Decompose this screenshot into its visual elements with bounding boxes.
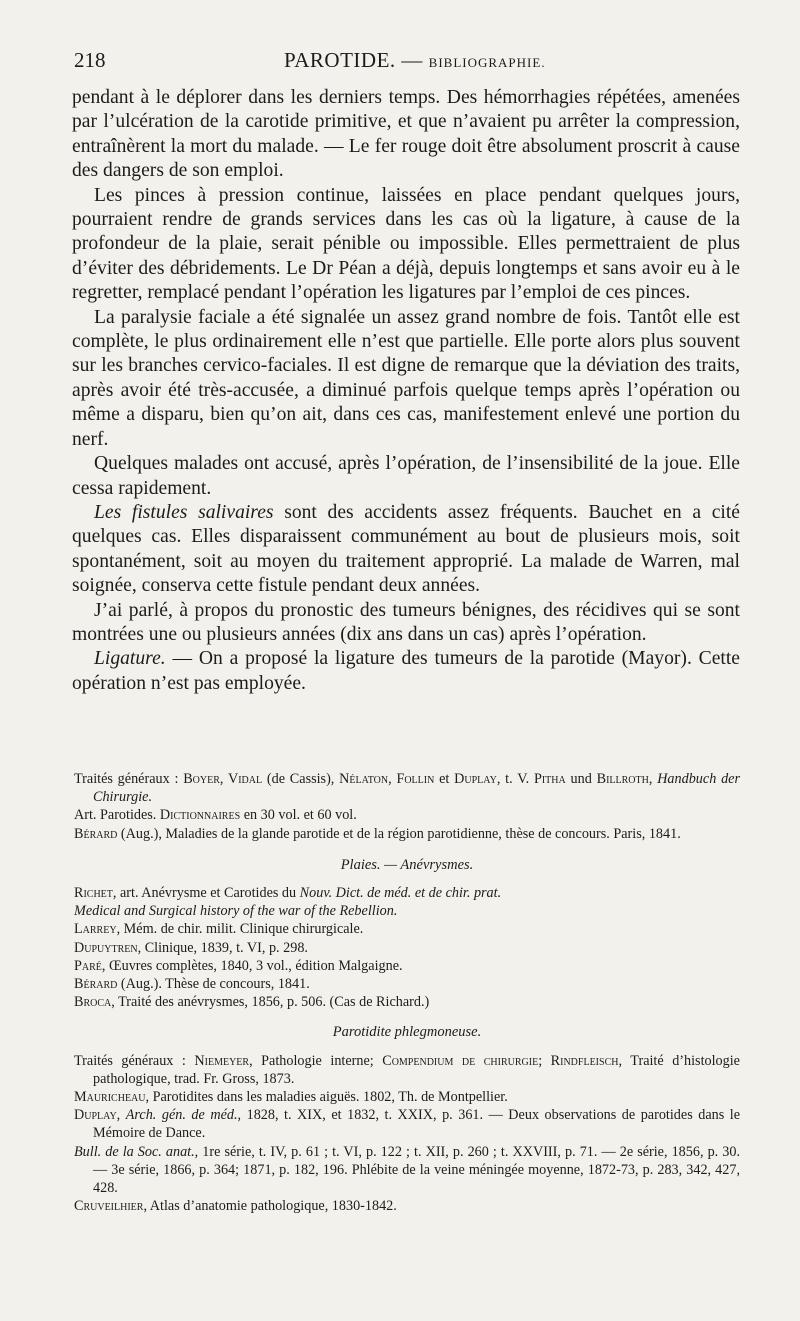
ref-title: Nouv. Dict. de méd. et de chir. prat. xyxy=(299,885,502,902)
ref-text: , 1828, t. XIX, et 1832, t. XXIX, p. 361. — Deux observations de parotides dans le Mémoire de Dance. xyxy=(93,1107,740,1142)
ref-text: , Clinique, 1839, t. VI, p. 298. xyxy=(137,939,308,956)
reference-entry xyxy=(74,1197,740,1215)
reference-entry: Medical and Surgical history of the war of the Rebellion. xyxy=(74,903,398,920)
ref-text: et xyxy=(434,771,455,787)
ref-author: Cruveilhier xyxy=(74,1198,144,1215)
ref-text: ; xyxy=(538,1052,551,1069)
ref-text: und xyxy=(565,771,597,787)
ref-author: Nélaton, Follin xyxy=(339,771,435,787)
ref-text: , Mém. de chir. milit. Clinique chirurgicale. xyxy=(116,921,364,938)
ref-author: Niemeyer xyxy=(194,1052,250,1069)
ref-author: Billroth xyxy=(596,771,649,787)
ref-text: (de Cassis), xyxy=(262,771,340,787)
body-text xyxy=(72,86,740,696)
reference-entry xyxy=(74,884,740,902)
ref-text: , t. V. xyxy=(496,771,534,787)
ref-author: Dictionnaires xyxy=(159,807,241,824)
reference-entry xyxy=(74,1088,740,1106)
paragraph: Quelques malades ont accusé, après l’opération, de l’insensibilité de la joue. Elle cessa rapidement. xyxy=(72,453,740,499)
ref-text: en 30 vol. et 60 vol. xyxy=(240,807,357,824)
ref-text: , Traité des anévrysmes, 1856, p. 506. (Cas de Richard.) xyxy=(111,994,430,1011)
ref-text: , xyxy=(116,1107,126,1124)
reference-entry xyxy=(74,770,740,806)
ref-author: Broca xyxy=(74,994,112,1011)
ligature-lead: Ligature. xyxy=(94,648,166,670)
ref-author: Richet xyxy=(74,885,113,902)
ref-author: Larrey xyxy=(74,921,117,938)
paragraph: J’ai parlé, à propos du pronostic des tumeurs bénignes, des récidives qui se sont montrées une ou plusieurs années (dix ans dans un cas) après l’opération. xyxy=(72,599,740,645)
paragraph: La paralysie faciale a été signalée un assez grand nombre de fois. Tantôt elle est complète, le plus ordinairement elle n’est que partielle. Elle porte alors plus souvent sur les branches cervico-faciales. Il est digne de remarque que la déviation des traits, après avoir été très-accusée, a diminué parfois quelque temps après l’opération ou même a disparu, bien qu’on ait, dans ces cas, manifestement enlevé une portion du nerf. xyxy=(72,306,740,450)
reference-entry xyxy=(74,920,740,938)
ref-author: Duplay xyxy=(74,1107,117,1124)
section-title-parotidite: Parotidite phlegmoneuse. xyxy=(332,1024,482,1041)
ref-title: Bull. de la Soc. anat. xyxy=(74,1143,195,1160)
running-title-separator: — xyxy=(401,48,423,72)
ref-author: Bérard xyxy=(74,976,118,993)
ref-title: Handbuch der Chirurgie. xyxy=(93,771,740,806)
fistules-text: sont des accidents assez fréquents. Bauchet en a cité quelques cas. Elles disparaissent communément au bout de plusieurs mois, soit spontanément, soit au moyen du traitement approprié. La malade de Warren, mal soignée, conserva cette fistule pendant deux années. xyxy=(72,501,740,597)
reference-entry xyxy=(74,806,740,824)
reference-entry xyxy=(74,825,740,843)
bibliography xyxy=(74,770,740,1215)
ref-author: Rindfleisch xyxy=(550,1052,619,1069)
ref-text: , Pathologie interne; xyxy=(249,1052,383,1069)
ligature-text: — On a proposé la ligature des tumeurs de la parotide (Mayor). Cette opération n’est pas employée. xyxy=(72,648,740,694)
reference-entry xyxy=(74,1143,740,1198)
ref-author: Bérard xyxy=(74,825,118,842)
paragraph-ligature xyxy=(72,647,740,696)
ref-title: Arch. gén. de méd. xyxy=(125,1107,238,1124)
ref-text: , Parotidites dans les maladies aiguës. 1802, Th. de Montpellier. xyxy=(145,1089,508,1106)
paragraph-fistules xyxy=(72,501,740,599)
ref-author: Pitha xyxy=(533,771,566,787)
ref-text: (Aug.). Thèse de concours, 1841. xyxy=(117,976,310,993)
running-title-subtitle: BIBLIOGRAPHIE. xyxy=(428,55,546,70)
fistules-lead: Les fistules salivaires xyxy=(94,501,274,523)
running-title-main: PAROTIDE. xyxy=(284,48,396,72)
ref-author: Dupuytren xyxy=(74,939,138,956)
paragraph: pendant à le déplorer dans les derniers temps. Des hémorrhagies répétées, amenées par l’ulcération de la carotide primitive, et que n’avaient pu arrêter la compression, entraînèrent la mort du malade. — Le fer rouge doit être absolument proscrit à cause des dangers de son emploi. xyxy=(72,87,740,182)
ref-author: Mauricheau xyxy=(74,1089,146,1106)
ref-text: , xyxy=(648,771,658,787)
reference-entry xyxy=(74,939,740,957)
ref-author: Duplay xyxy=(454,771,497,787)
ref-text: Traités généraux : xyxy=(74,1052,195,1069)
ref-text: , Œuvres complètes, 1840, 3 vol., édition Malgaigne. xyxy=(101,957,403,974)
ref-text: , 1re série, t. IV, p. 61 ; t. VI, p. 122 ; t. XII, p. 260 ; t. XXVIII, p. 71. — 2e série, 1856, p. 30. — 3e série, 1866, p. 364; 1871, p. 182, 196. Phlébite de la veine méningée moyenne, 1872-73, p. 283, 342, 427, 428. xyxy=(93,1143,741,1197)
section-title-plaies: Plaies. — Anévrysmes. xyxy=(340,856,474,873)
ref-text: Traités généraux : xyxy=(74,771,184,787)
reference-entry xyxy=(74,1106,740,1142)
ref-text: (Aug.), Maladies de la glande parotide et de la région parotidienne, thèse de concours. Paris, 1841. xyxy=(117,825,681,842)
reference-entry xyxy=(74,957,740,975)
ref-author: Paré xyxy=(74,957,102,974)
reference-entry xyxy=(74,1052,740,1088)
running-header xyxy=(74,48,740,76)
page-number: 218 xyxy=(74,48,106,72)
ref-author: Boyer, Vidal xyxy=(183,771,263,787)
ref-text: , Atlas d’anatomie pathologique, 1830-1842. xyxy=(143,1198,397,1215)
ref-text: , Traité d’histologie pathologique, trad. Fr. Gross, 1873. xyxy=(93,1052,740,1087)
ref-text: Art. Parotides. xyxy=(74,807,160,824)
ref-text: , art. Anévrysme et Carotides du xyxy=(112,885,300,902)
running-title xyxy=(284,48,546,73)
reference-entry xyxy=(74,993,740,1011)
paragraph: Les pinces à pression continue, laissées en place pendant quelques jours, pourraient rendre de grands services dans les cas où la ligature, à cause de la profondeur de la plaie, serait pénible ou impossible. Elles permettraient de plus d’éviter des débridements. Le Dr Péan a déjà, depuis longtemps et sans avoir eu à le regretter, remplacé pendant l’opération les ligatures par l’emploi de ces pinces. xyxy=(72,184,740,304)
reference-entry xyxy=(74,975,740,993)
ref-title: Compendium de chirurgie xyxy=(382,1052,539,1069)
